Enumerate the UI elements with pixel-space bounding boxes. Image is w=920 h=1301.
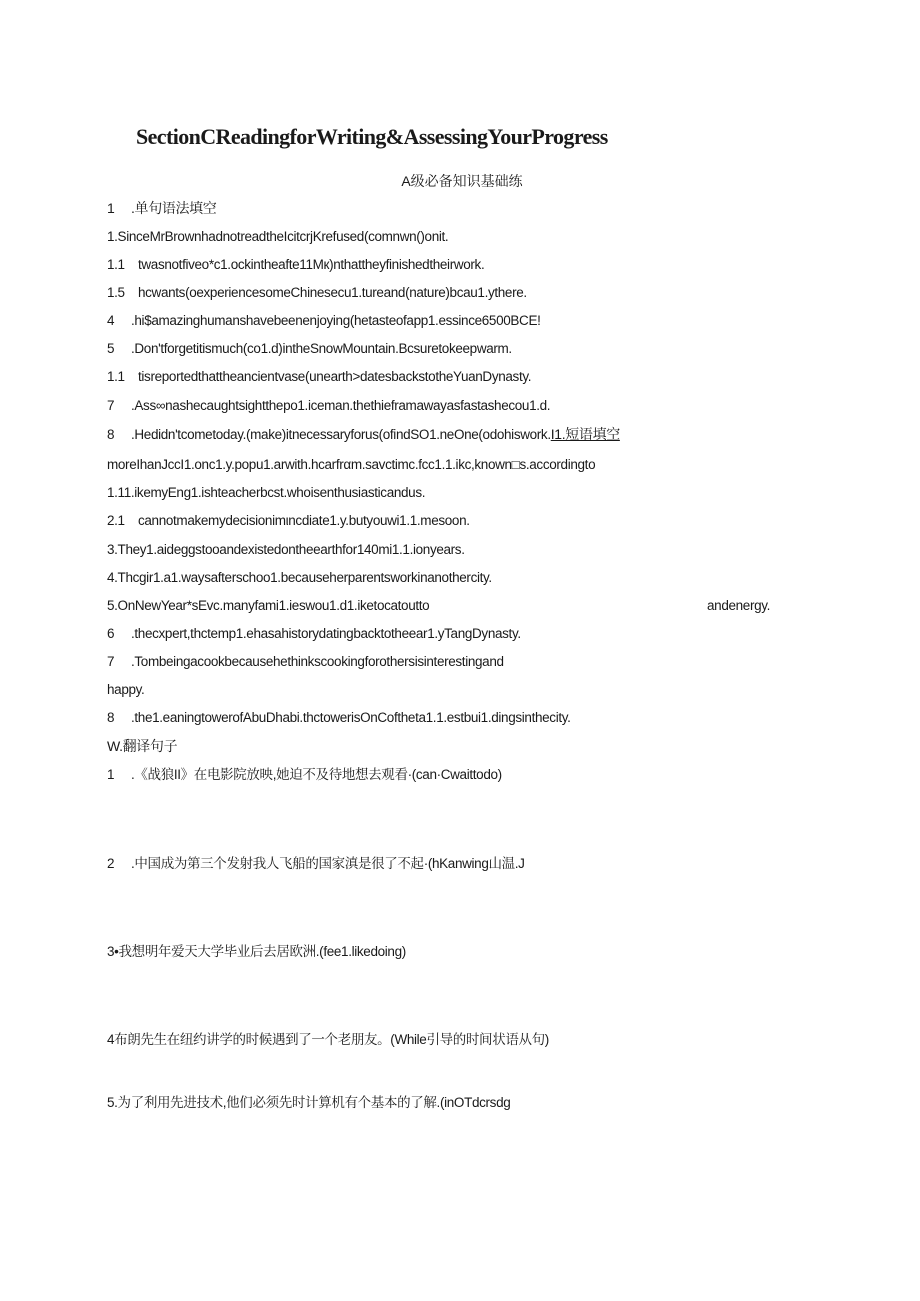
- phrase-item-3: [107, 541, 465, 559]
- translation-item-3: [107, 943, 406, 961]
- grammar-item-text: .Don'tforgetitismuch(co1.d)intheSnowMountain.Bcsuretokeepwarm.: [131, 341, 512, 356]
- phrase-item-text: 4.Thcgir1.a1.waysafterschoo1.becauseherparentsworkinanothercity.: [107, 570, 492, 585]
- phrase-item-text: .the1.eaningtowerofAbuDhabi.thctowerisOnCoftheta1.1.estbui1.dingsinthecity.: [131, 710, 571, 725]
- grammar-item-5: [107, 340, 512, 358]
- translation-item-text: .中国成为第三个发射我人飞船的国家滇是很了不起·(hKanwing山温.J: [131, 856, 525, 871]
- translation-item-number: 1: [107, 767, 115, 782]
- phrase-item-1: [107, 484, 425, 502]
- grammar-item-6: [107, 368, 531, 386]
- section1-heading: [107, 199, 216, 217]
- translation-item-text: 5.为了利用先进技术,他们必须先时计算机有个基本的了解.(inOTdcrsdg: [107, 1095, 511, 1110]
- grammar-item-text: tisreportedthattheancientvase(unearth>datesbackstotheYuanDynasty.: [138, 369, 532, 384]
- phrase-item-text: .Tombeingacookbecausehethinkscookingforothersisinterestingand: [131, 654, 504, 669]
- grammar-item-1: [107, 228, 448, 246]
- grammar-item-number: 7: [107, 398, 115, 413]
- phrase-item-text: 3.They1.aideggstooandexistedontheearthfor140mi1.1.ionyears.: [107, 542, 465, 557]
- translation-item-text: .《战狼II》在电影院放映,她迫不及待地想去观看·(can·Cwaittodo): [131, 767, 502, 782]
- phrase-item-text: happy.: [107, 682, 145, 697]
- phrase-word-bank: [107, 456, 595, 474]
- grammar-item-number: 1.1: [107, 257, 125, 272]
- phrase-item-number: 8: [107, 710, 115, 725]
- grammar-item-text: .hi$amazinghumanshavebeenenjoying(hetasteofapp1.essince6500BCE!: [131, 313, 541, 328]
- phrase-item-text: cannotmakemydecisionimιncdiate1.y.butyouwi1.1.mesoon.: [138, 513, 470, 528]
- phrase-item-7-continued: [107, 681, 144, 699]
- phrase-item-number: 2.1: [107, 513, 125, 528]
- grammar-item-number: 1.1: [107, 369, 125, 384]
- phrase-item-number: 6: [107, 626, 115, 641]
- grammar-item-number: 8: [107, 427, 115, 442]
- translation-item-2: [107, 855, 525, 873]
- translation-item-5: [107, 1094, 510, 1112]
- phrase-word-bank-text: moreIhanJccI1.onc1.y.popu1.arwith.hcarfrαm.savctimc.fcc1.1.ikc,known□s.accordingto: [107, 457, 596, 472]
- phrase-item-text: 5.OnNewYear*sEvc.manyfami1.ieswou1.d1.iketocatoutto: [107, 598, 430, 613]
- phrase-item-4: [107, 569, 492, 587]
- grammar-item-7: [107, 397, 550, 415]
- translation-item-text: 4布朗先生在纽约讲学的时候遇到了一个老朋友。(While引导的时间状语从句): [107, 1032, 549, 1047]
- phrase-item-7: [107, 653, 504, 671]
- phrase-item-text: .thecxpert,thctemp1.ehasahistorydatingbacktotheear1.yTangDynasty.: [131, 626, 521, 641]
- grammar-item-text: hcwants(oexperiencesomeChinesecu1.tureand(nature)bcau1.ythere.: [138, 285, 527, 300]
- section2-heading: I1.短语填空: [550, 426, 620, 442]
- grammar-item-text: .Ass∞nashecaughtsightthepo1.iceman.thethieframawayasfastashecou1.d.: [131, 398, 551, 413]
- phrase-item-number: 7: [107, 654, 115, 669]
- grammar-item-2: [107, 256, 484, 274]
- phrase-item-5-tail: andenergy.: [707, 598, 771, 613]
- grammar-item-text: 1.SinceMrBrownhadnotreadtheIcitcrjKrefused(comnwn()onit.: [107, 229, 449, 244]
- grammar-item-4: [107, 312, 541, 330]
- translation-item-1: [107, 766, 502, 784]
- grammar-item-text: twasnotfiveo*c1.ockintheafte11Mк)nthattheyfinishedtheirwork.: [138, 257, 485, 272]
- grammar-item-number: 1.5: [107, 285, 125, 300]
- section3-heading: W.翻译句子: [107, 738, 178, 754]
- translation-item-4: [107, 1031, 549, 1049]
- grammar-item-3: [107, 284, 527, 302]
- translation-item-number: 2: [107, 856, 115, 871]
- section1-heading-text: .单句语法填空: [131, 200, 217, 216]
- translation-item-text: 3•我想明年爱天大学毕业后去居欧洲.(fee1.likedoing): [107, 944, 406, 959]
- grammar-item-number: 4: [107, 313, 115, 328]
- phrase-item-6: [107, 625, 521, 643]
- section1-heading-number: 1: [107, 200, 115, 216]
- phrase-item-2: [107, 512, 470, 530]
- grammar-item-8: [107, 425, 620, 444]
- phrase-item-5: [107, 597, 429, 615]
- phrase-item-text: 1.11.ikemyEng1.ishteacherbcst.whoisenthusiasticandus.: [107, 485, 426, 500]
- page-title: SectionCReadingforWriting&AssessingYourProgress: [136, 124, 608, 149]
- phrase-item-8: [107, 709, 571, 727]
- grammar-item-text: .Hedidn'tcometoday.(make)itnecessaryforus(ofindSO1.neOne(odohiswork.: [131, 427, 551, 442]
- section-subtitle: A级必备知识基础练: [401, 173, 523, 189]
- grammar-item-number: 5: [107, 341, 115, 356]
